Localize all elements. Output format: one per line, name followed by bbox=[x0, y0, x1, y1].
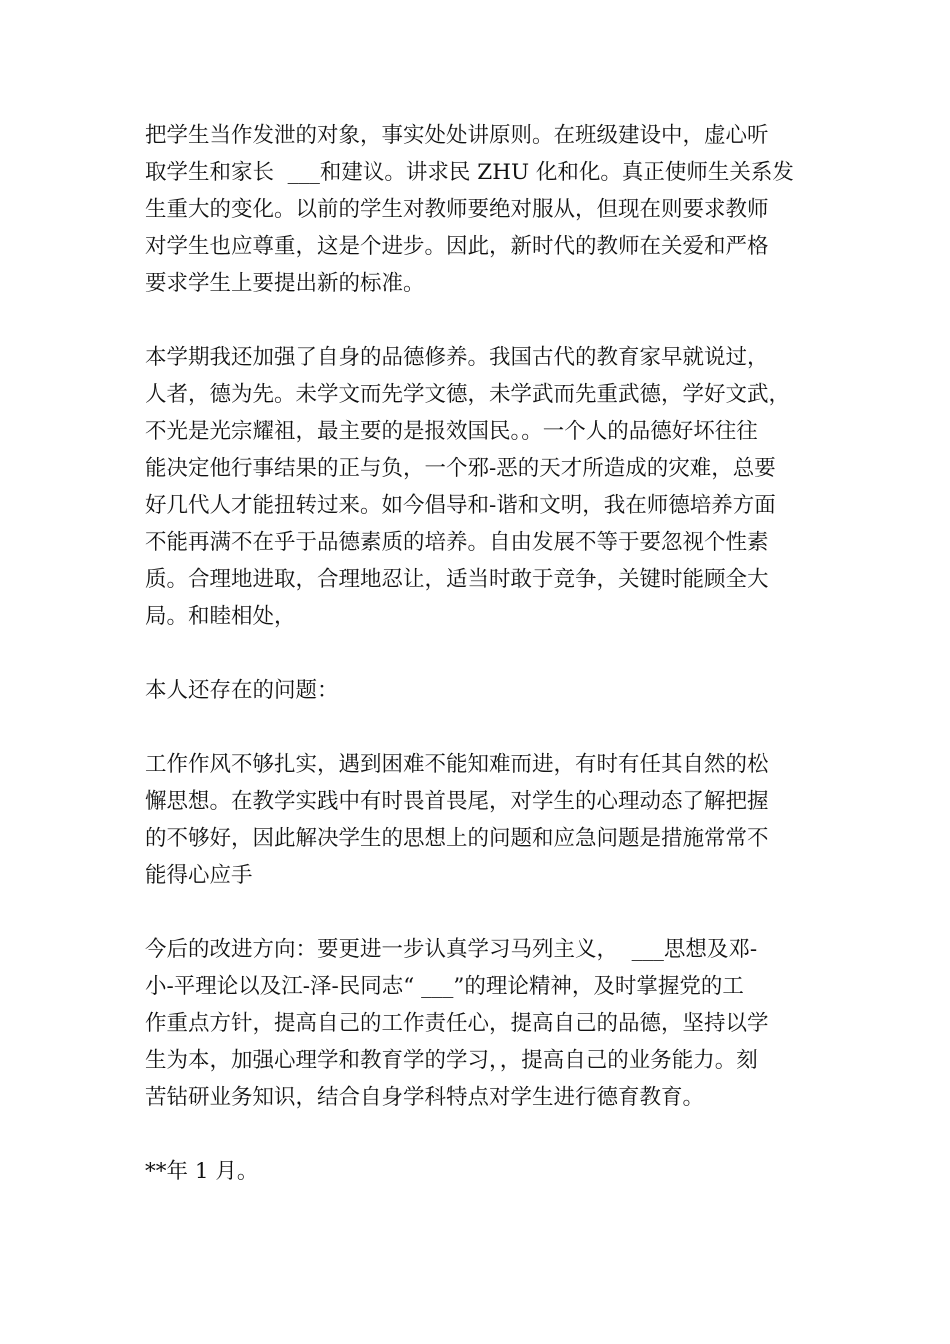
text-line: 人者，德为先。未学文而先学文德，未学武而先重武德，学好文武， bbox=[145, 382, 791, 407]
text-line: 苦钻研业务知识，结合自身学科特点对学生进行德育教育。 bbox=[145, 1085, 705, 1110]
text-line: 好几代人才能扭转过来。如今倡导和-谐和文明，我在师德培养方面 bbox=[145, 493, 776, 518]
text-line: 质。合理地进取，合理地忍让，适当时敢于竞争，关键时能顾全大 bbox=[145, 567, 769, 592]
section-heading: 本人还存在的问题： bbox=[145, 678, 339, 703]
text-line: 对学生也应尊重，这是个进步。因此，新时代的教师在关爱和严格 bbox=[145, 234, 769, 259]
text-line: 不光是光宗耀祖，最主要的是报效国民。。一个人的品德好坏往往 bbox=[145, 419, 758, 444]
text-line: 本学期我还加强了自身的品德修养。我国古代的教育家早就说过， bbox=[145, 345, 769, 370]
text-line: 懈思想。在教学实践中有时畏首畏尾，对学生的心理动态了解把握 bbox=[145, 789, 769, 814]
text-line: 工作作风不够扎实，遇到困难不能知难而进，有时有任其自然的松 bbox=[145, 752, 769, 777]
date-line: **年 1 月。 bbox=[145, 1159, 259, 1184]
text-line: 小-平理论以及江-泽-民同志“ ___”的理论精神，及时掌握党的工 bbox=[145, 974, 744, 999]
text-line: 今后的改进方向：要更进一步认真学习马列主义， ___思想及邓- bbox=[145, 937, 758, 962]
text-line: 作重点方针，提高自己的工作责任心，提高自己的品德，坚持以学 bbox=[145, 1011, 769, 1036]
text-line: 能得心应手 bbox=[145, 863, 253, 888]
text-line: 要求学生上要提出新的标准。 bbox=[145, 271, 425, 296]
text-line: 生重大的变化。以前的学生对教师要绝对服从，但现在则要求教师 bbox=[145, 197, 769, 222]
text-line: 不能再满不在乎于品德素质的培养。自由发展不等于要忽视个性素 bbox=[145, 530, 769, 555]
text-line: 把学生当作发泄的对象，事实处处讲原则。在班级建设中，虚心听 bbox=[145, 123, 769, 148]
text-line: 生为本，加强心理学和教育学的学习，，提高自己的业务能力。刻 bbox=[145, 1048, 758, 1073]
text-line: 局。和睦相处， bbox=[145, 604, 296, 629]
text-line: 取学生和家长 ___和建议。讲求民 ZHU 化和化。真正使师生关系发 bbox=[145, 160, 794, 185]
text-line: 的不够好，因此解决学生的思想上的问题和应急问题是措施常常不 bbox=[145, 826, 769, 851]
text-line: 能决定他行事结果的正与负，一个邪-恶的天才所造成的灾难，总要 bbox=[145, 456, 776, 481]
